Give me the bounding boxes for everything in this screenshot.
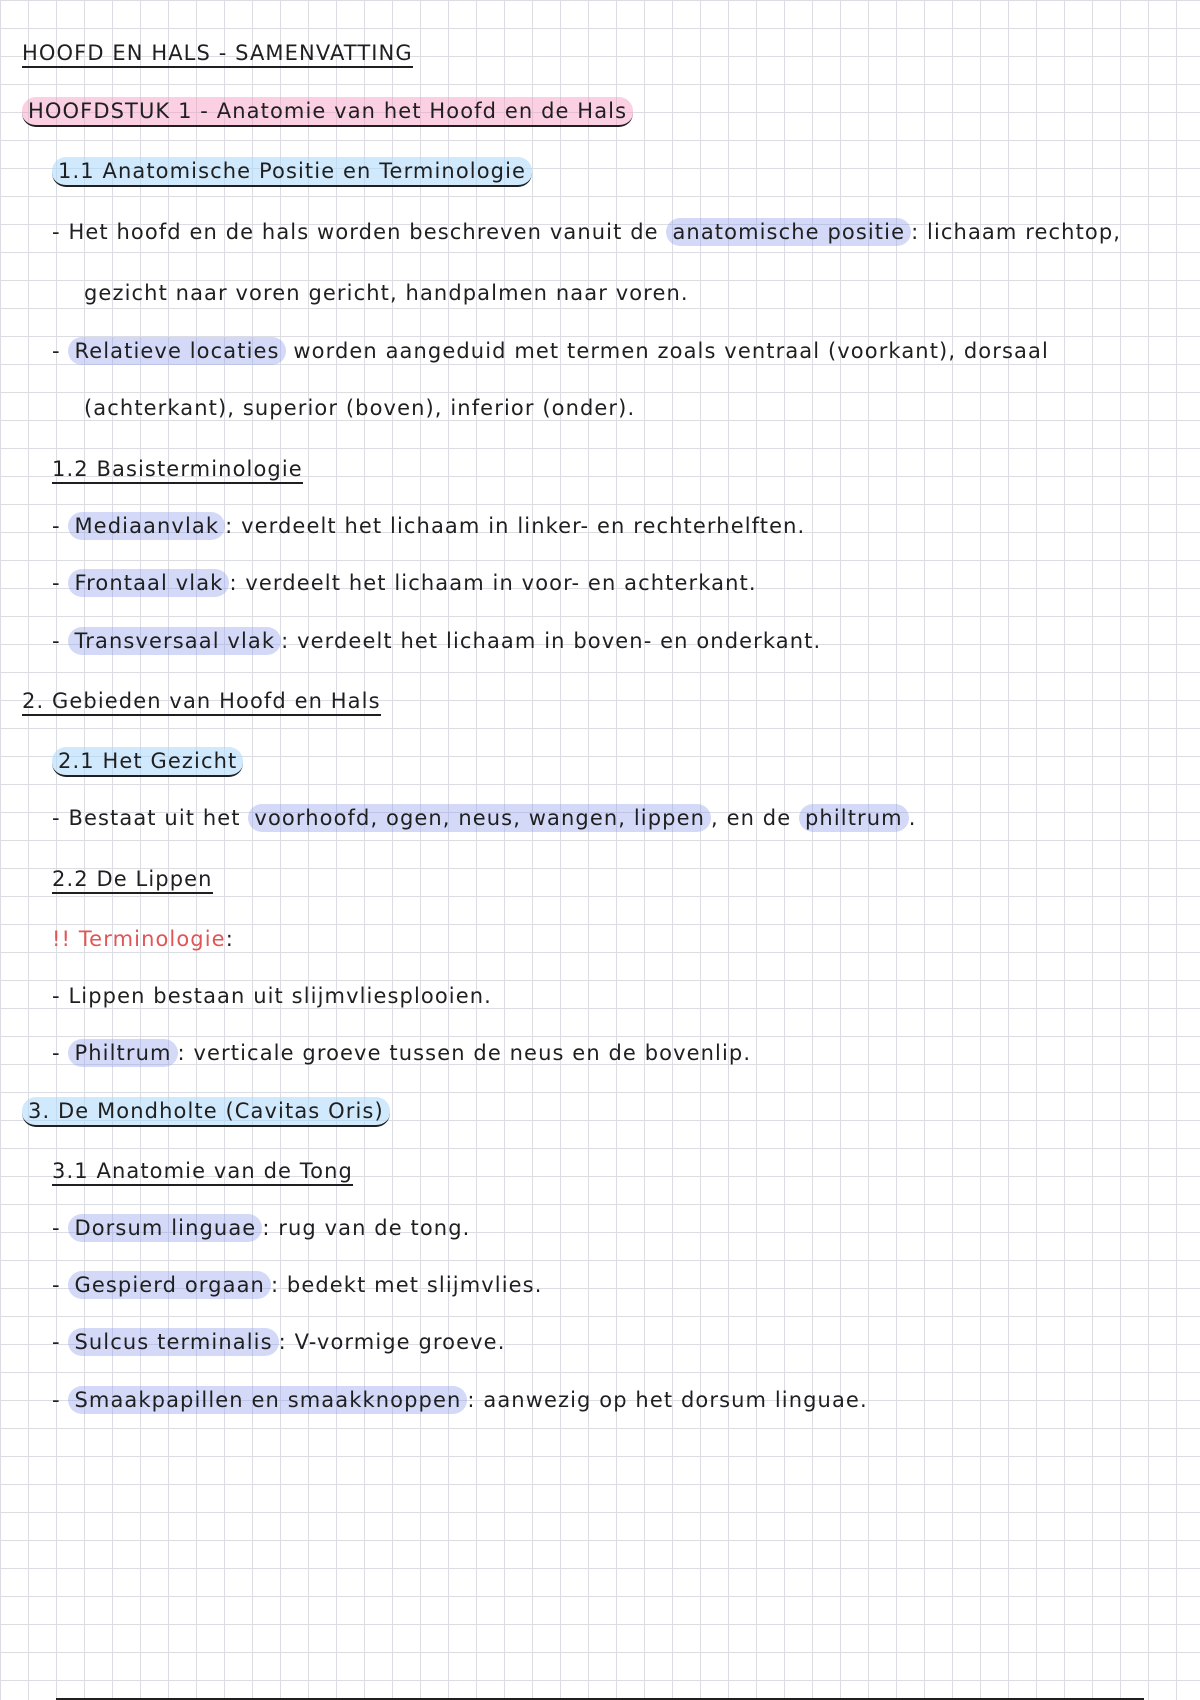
bullet-marker: - [52,1216,61,1240]
bullet-marker: - [52,220,61,244]
highlight-term: Dorsum linguae [68,1214,262,1242]
bullet-marker: - [52,1273,61,1297]
bullet-marker: - [52,629,61,653]
bullet-marker: - [52,806,61,830]
highlight-term: philtrum [799,804,909,832]
bullet-1-2-c: - Transversaal vlak : verdeelt het lichaam in boven- en onderkant. [52,629,822,653]
highlight-term: anatomische positie [666,218,911,246]
bullet-1-1-a: - Het hoofd en de hals worden beschreven vanuit de anatomische positie : lichaam rechtop, [52,220,1122,244]
bullet-1-2-a: - Mediaanvlak : verdeelt het lichaam in linker- en rechterhelften. [52,514,806,538]
bullet-marker: - [52,984,61,1008]
bullet-marker: - [52,1330,61,1354]
section-3-1-heading: 3.1 Anatomie van de Tong [52,1156,353,1186]
bullet-3-1-d: - Smaakpapillen en smaakknoppen : aanwezig op het dorsum linguae. [52,1388,868,1412]
highlight-term: Relatieve locaties [68,337,285,365]
bullet-marker: - [52,1041,61,1065]
bullet-3-1-c: - Sulcus terminalis : V-vormige groeve. [52,1330,506,1354]
highlight-term: Philtrum [68,1039,177,1067]
highlight-term: Transversaal vlak [68,627,281,655]
highlight-term: voorhoofd, ogen, neus, wangen, lippen [248,804,711,832]
bullet-1-2-b: - Frontaal vlak : verdeelt het lichaam in voor- en achterkant. [52,571,757,595]
chapter-1-heading: HOOFDSTUK 1 - Anatomie van het Hoofd en de Hals [22,96,633,126]
highlight-term: Sulcus terminalis [68,1328,278,1356]
section-2-1-heading: 2.1 Het Gezicht [52,746,243,776]
highlight-term: Smaakpapillen en smaakknoppen [68,1386,467,1414]
chapter-3-heading: 3. De Mondholte (Cavitas Oris) [22,1096,390,1126]
bullet-1-1-b: - Relatieve locaties worden aangeduid met termen zoals ventraal (voorkant), dorsaal [52,339,1049,363]
bullet-2-2-a: - Lippen bestaan uit slijmvliesplooien. [52,984,492,1008]
bullet-2-2-b: - Philtrum : verticale groeve tussen de neus en de bovenlip. [52,1041,752,1065]
terminology-note: !! Terminologie: [52,927,234,951]
section-2-2-heading: 2.2 De Lippen [52,864,213,894]
highlight-term: Frontaal vlak [68,569,229,597]
highlight-term: Mediaanvlak [68,512,225,540]
bullet-1-1-a-continued: gezicht naar voren gericht, handpalmen naar voren. [84,281,689,305]
document-title: HOOFD EN HALS - SAMENVATTING [22,38,413,68]
warning-mark: !! [52,927,72,951]
bullet-marker: - [52,339,61,363]
bullet-3-1-b: - Gespierd orgaan : bedekt met slijmvlies. [52,1273,543,1297]
bullet-3-1-a: - Dorsum linguae : rug van de tong. [52,1216,471,1240]
bullet-marker: - [52,1388,61,1412]
bullet-marker: - [52,571,61,595]
bullet-2-1-a: - Bestaat uit het voorhoofd, ogen, neus, wangen, lippen , en de philtrum . [52,806,917,830]
bullet-1-1-b-continued: (achterkant), superior (boven), inferior (onder). [84,396,636,420]
section-1-2-heading: 1.2 Basisterminologie [52,454,303,484]
bullet-marker: - [52,514,61,538]
chapter-2-heading: 2. Gebieden van Hoofd en Hals [22,686,381,716]
section-1-1-heading: 1.1 Anatomische Positie en Terminologie [52,156,532,186]
highlight-term: Gespierd orgaan [68,1271,270,1299]
